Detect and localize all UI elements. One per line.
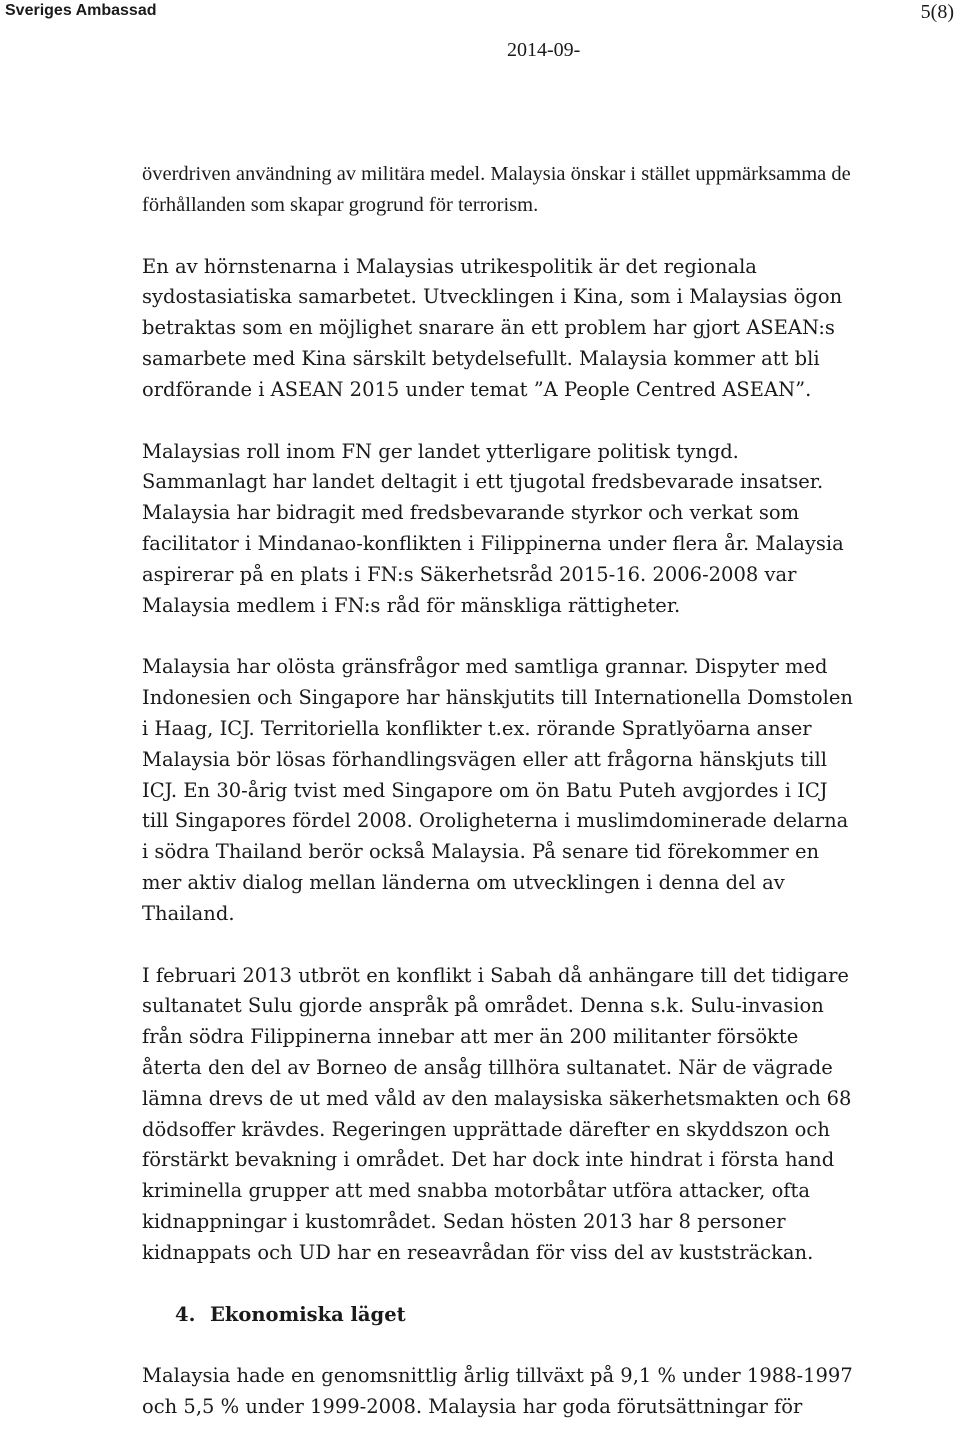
paragraph-border-disputes: Malaysia har olösta gränsfrågor med samtliga grannar. Dispyter med Indonesien och Singapore har hänskjutits till Internationella Domstolen i Haag, ICJ. Territoriella konflikter t.ex. rörande Spratlyöarna anser Malaysia bör lösas förhandlingsvägen eller att frågorna hänskjuts till ICJ. En 30-årig tvist med Singapore om ön Batu Puteh avgjordes i ICJ till Singapores fördel 2008. Oroligheterna i muslimdominerade delarna i södra Thailand berör också Malaysia. På senare tid förekommer en mer aktiv dialog mellan länderna om utvecklingen i denna del av Thailand.: [142, 655, 853, 925]
section-title: Ekonomiska läget: [210, 1302, 406, 1326]
header-organization: Sveriges Ambassad: [5, 2, 157, 19]
paragraph-regional-cooperation: En av hörnstenarna i Malaysias utrikespolitik är det regionala sydostasiatiska samarbetet. Utvecklingen i Kina, som i Malaysias ögon betraktas som en möjlighet snarare än ett problem har gjort ASEAN:s samarbete med Kina särskilt betydelsefullt. Malaysia kommer att bli ordförande i ASEAN 2015 under temat ”A People Centred ASEAN”.: [142, 254, 843, 401]
paragraph-economy: Malaysia hade en genomsnittlig årlig tillväxt på 9,1 % under 1988-1997 och 5,5 % under 1999-2008. Malaysia har goda förutsättningar för: [142, 1364, 853, 1419]
section-number: 4.: [175, 1302, 196, 1326]
header-page-number: 5(8): [920, 1, 954, 23]
section-heading: [175, 1300, 854, 1331]
paragraph-un-role: Malaysias roll inom FN ger landet ytterligare politisk tyngd. Sammanlagt har landet deltagit i ett tjugotal fredsbevarade insatser. Malaysia har bidragit med fredsbevarande styrkor och verkat som facilitator i Mindanao-konflikten i Filippinerna under flera år. Malaysia aspirerar på en plats i FN:s Säkerhetsråd 2015-16. 2006-2008 var Malaysia medlem i FN:s råd för mänskliga rättigheter.: [142, 439, 844, 617]
document-body: [142, 159, 854, 1454]
paragraph-sabah-conflict: I februari 2013 utbröt en konflikt i Sabah då anhängare till det tidigare sultanatet Sulu gjorde anspråk på området. Denna s.k. Sulu-invasion från södra Filippinerna innebar att mer än 200 militanter försökte återta den del av Borneo de ansåg tillhöra sultanatet. När de vägrade lämna drevs de ut med våld av den malaysiska säkerhetsmakten och 68 dödsoffer krävdes. Regeringen upprättade därefter en skyddszon och förstärkt bevakning i området. Det har dock inte hindrat i första hand kriminella grupper att med snabba motorbåtar utföra attacker, ofta kidnappningar i kustområdet. Sedan hösten 2013 har 8 personer kidnappats och UD har en reseavrådan för viss del av kuststräckan.: [142, 963, 852, 1264]
paragraph-terrorism: överdriven användning av militära medel. Malaysia önskar i stället uppmärksamma de förhållanden som skapar grogrund för terrorism.: [142, 163, 851, 216]
header-date: 2014-09-: [507, 39, 581, 61]
